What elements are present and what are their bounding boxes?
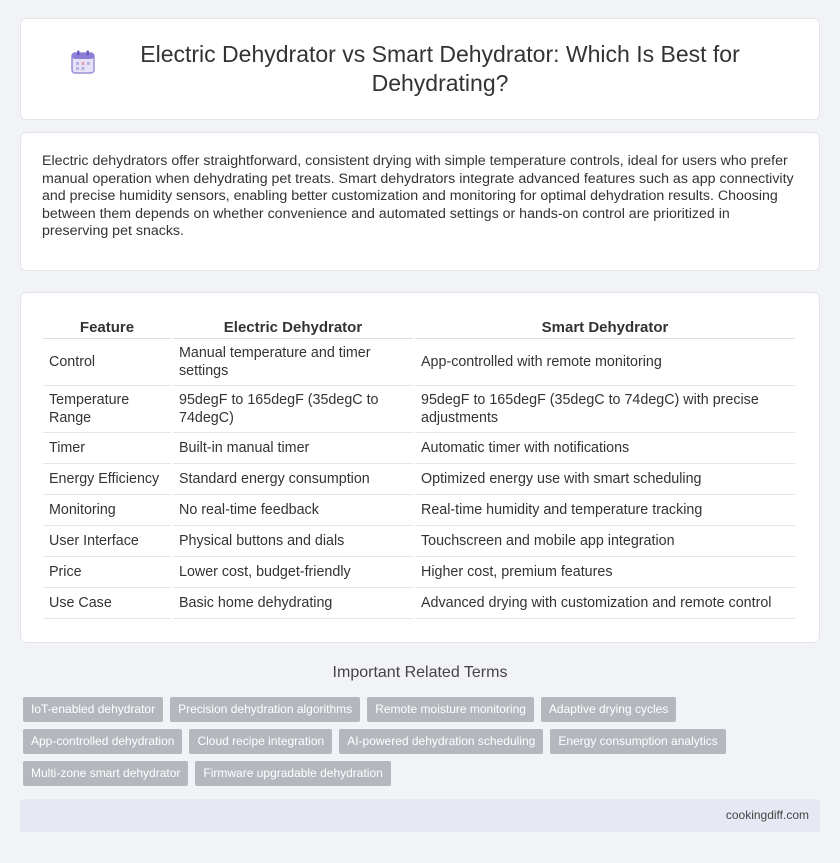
title-wrap xyxy=(70,40,770,98)
table-cell: 95degF to 165degF (35degC to 74degC) with precise adjustments xyxy=(415,388,795,433)
header-smart: Smart Dehydrator xyxy=(415,313,795,339)
related-tag[interactable]: AI-powered dehydration scheduling xyxy=(339,729,543,754)
table-row xyxy=(43,388,795,433)
table-cell: Manual temperature and timer settings xyxy=(173,341,413,386)
table-cell: Real-time humidity and temperature tracking xyxy=(415,497,795,526)
calendar-icon xyxy=(70,49,96,75)
table-header-row xyxy=(43,313,795,339)
header-electric: Electric Dehydrator xyxy=(173,313,413,339)
table-cell: 95degF to 165degF (35degC to 74degC) xyxy=(173,388,413,433)
page-title: Electric Dehydrator vs Smart Dehydrator: Which Is Best for Dehydrating? xyxy=(140,41,740,96)
related-tag[interactable]: IoT-enabled dehydrator xyxy=(23,697,163,722)
table-cell: Basic home dehydrating xyxy=(173,590,413,619)
tag-row xyxy=(23,729,823,754)
table-cell: Higher cost, premium features xyxy=(415,559,795,588)
table-row xyxy=(43,559,795,588)
table-cell: Optimized energy use with smart scheduling xyxy=(415,466,795,495)
related-tag[interactable]: Adaptive drying cycles xyxy=(541,697,676,722)
comparison-table xyxy=(41,311,797,621)
table-cell: App-controlled with remote monitoring xyxy=(415,341,795,386)
intro-card xyxy=(20,132,820,271)
tag-row xyxy=(23,761,823,786)
comparison-table-card xyxy=(20,292,820,643)
table-cell: Temperature Range xyxy=(43,388,171,433)
table-row xyxy=(43,528,795,557)
related-tag[interactable]: Multi-zone smart dehydrator xyxy=(23,761,188,786)
table-cell: Price xyxy=(43,559,171,588)
table-cell: Standard energy consumption xyxy=(173,466,413,495)
table-row xyxy=(43,435,795,464)
table-cell: Energy Efficiency xyxy=(43,466,171,495)
table-cell: User Interface xyxy=(43,528,171,557)
related-tag[interactable]: Remote moisture monitoring xyxy=(367,697,534,722)
table-cell: Monitoring xyxy=(43,497,171,526)
table-cell: Lower cost, budget-friendly xyxy=(173,559,413,588)
related-tag[interactable]: Energy consumption analytics xyxy=(550,729,725,754)
related-tags xyxy=(23,697,823,793)
table-cell: Control xyxy=(43,341,171,386)
header-feature: Feature xyxy=(43,313,171,339)
footer xyxy=(20,799,820,832)
table-row xyxy=(43,497,795,526)
related-tag[interactable]: Cloud recipe integration xyxy=(189,729,332,754)
table-cell: Timer xyxy=(43,435,171,464)
related-terms-title: Important Related Terms xyxy=(332,664,508,681)
related-tag[interactable]: App-controlled dehydration xyxy=(23,729,182,754)
table-cell: No real-time feedback xyxy=(173,497,413,526)
table-cell: Touchscreen and mobile app integration xyxy=(415,528,795,557)
table-row xyxy=(43,590,795,619)
table-cell: Use Case xyxy=(43,590,171,619)
table-cell: Automatic timer with notifications xyxy=(415,435,795,464)
related-tag[interactable]: Firmware upgradable dehydration xyxy=(195,761,390,786)
table-row xyxy=(43,466,795,495)
title-card xyxy=(20,18,820,120)
related-tag[interactable]: Precision dehydration algorithms xyxy=(170,697,360,722)
table-cell: Advanced drying with customization and remote control xyxy=(415,590,795,619)
footer-site-link[interactable]: cookingdiff.com xyxy=(725,808,809,822)
tag-row xyxy=(23,697,823,722)
table-row xyxy=(43,341,795,386)
table-cell: Physical buttons and dials xyxy=(173,528,413,557)
intro-text: Electric dehydrators offer straightforward, consistent drying with simple temperature controls, ideal for users who prefer manual operation when dehydrating pet treats. Smart dehydrators integrate advanced features such as app connectivity and precise humidity sensors, enabling better customization and monitoring for optimal dehydration results. Choosing between them depends on whether convenience and automated settings or hands-on control are prioritized in preserving pet snacks. xyxy=(42,153,794,240)
table-cell: Built-in manual timer xyxy=(173,435,413,464)
